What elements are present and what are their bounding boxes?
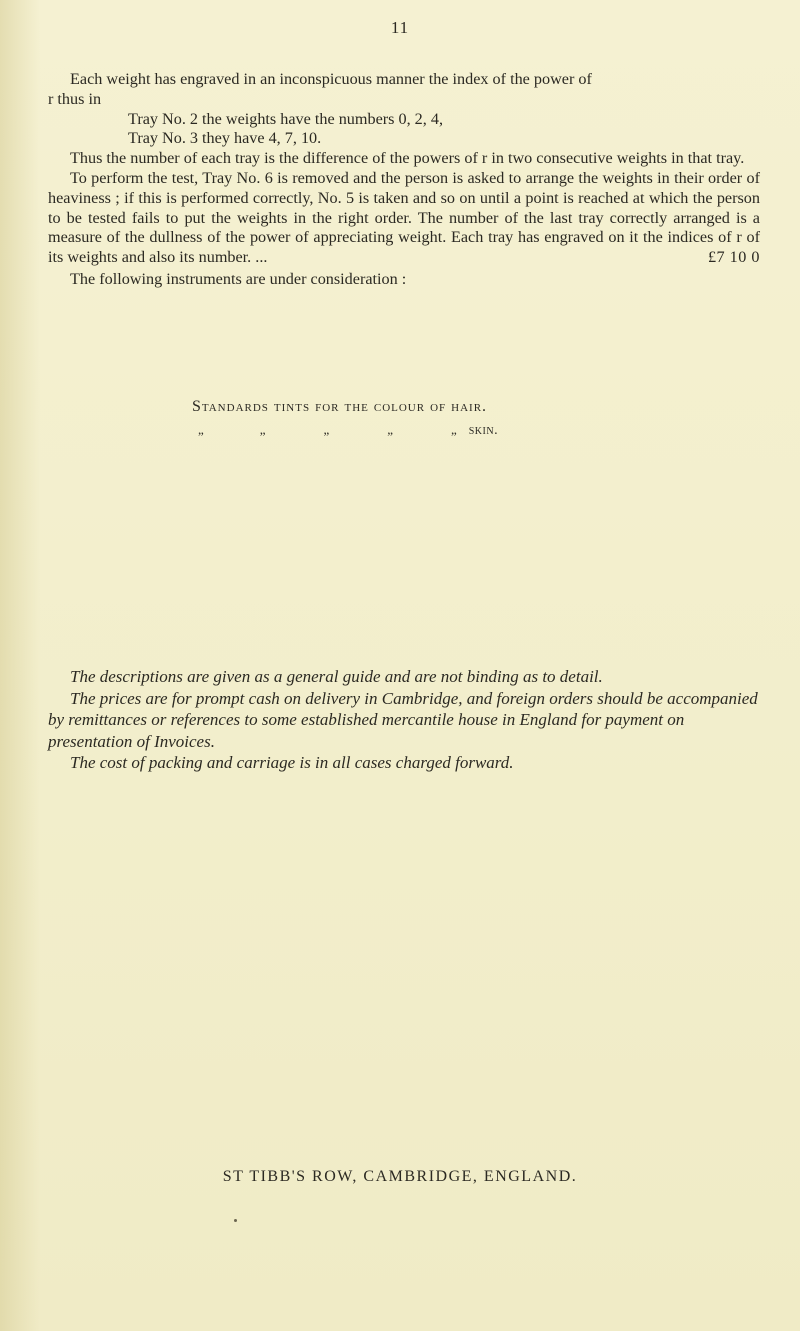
ditto-mark: „ <box>451 422 458 437</box>
skin-label: skin. <box>468 423 499 438</box>
note-prices: The prices are for prompt cash on delivery in Cambridge, and foreign orders should be accompanied by remittances or references to some established mercantile house in England for payment on presentation of Invoices. <box>48 688 758 751</box>
ink-speck <box>234 1219 237 1222</box>
note-descriptions: The descriptions are given as a general guide and are not binding as to detail. <box>70 667 603 686</box>
standards-skin-line <box>198 422 498 439</box>
para1-line1: Each weight has engraved in an inconspicuous manner the index of the power of <box>70 70 592 88</box>
test-procedure-text: To perform the test, Tray No. 6 is removed and the person is asked to arrange the weights in their order of heaviness ; if this is performed correctly, No. 5 is taken and so on until a point is reached at which the person to be tested fails to put the weights in the right order. The number of the last tray correctly arranged is a measure of the dullness of the power of appreciating weight. Each tray has engraved on it the indices of r of its weights and also its number. ... <box>48 168 760 267</box>
ditto-mark: „ <box>198 422 205 437</box>
instruments-intro: The following instruments are under consideration : <box>70 269 407 288</box>
page-number: 11 <box>390 18 410 37</box>
tray-2-line: Tray No. 2 the weights have the numbers 0, 2, 4, <box>128 109 444 128</box>
standards-hair-line: Standards tints for the colour of hair. <box>192 398 488 415</box>
weights-paragraph <box>48 70 760 290</box>
terms-notes <box>48 666 768 774</box>
address-footer: ST TIBB'S ROW, CAMBRIDGE, ENGLAND. <box>222 1168 578 1185</box>
tray-3-line: Tray No. 3 they have 4, 7, 10. <box>128 129 322 148</box>
note-carriage: The cost of packing and carriage is in all cases charged forward. <box>70 753 514 772</box>
ditto-mark: „ <box>387 422 394 437</box>
test-procedure-paragraph <box>48 169 760 268</box>
ditto-mark: „ <box>323 422 330 437</box>
price: £7 10 0 <box>707 248 760 267</box>
difference-paragraph: Thus the number of each tray is the difference of the powers of r in two consecutive weights in that tray. <box>70 149 745 168</box>
ditto-mark: „ <box>259 422 267 437</box>
para1-line2: r thus in <box>48 89 102 108</box>
